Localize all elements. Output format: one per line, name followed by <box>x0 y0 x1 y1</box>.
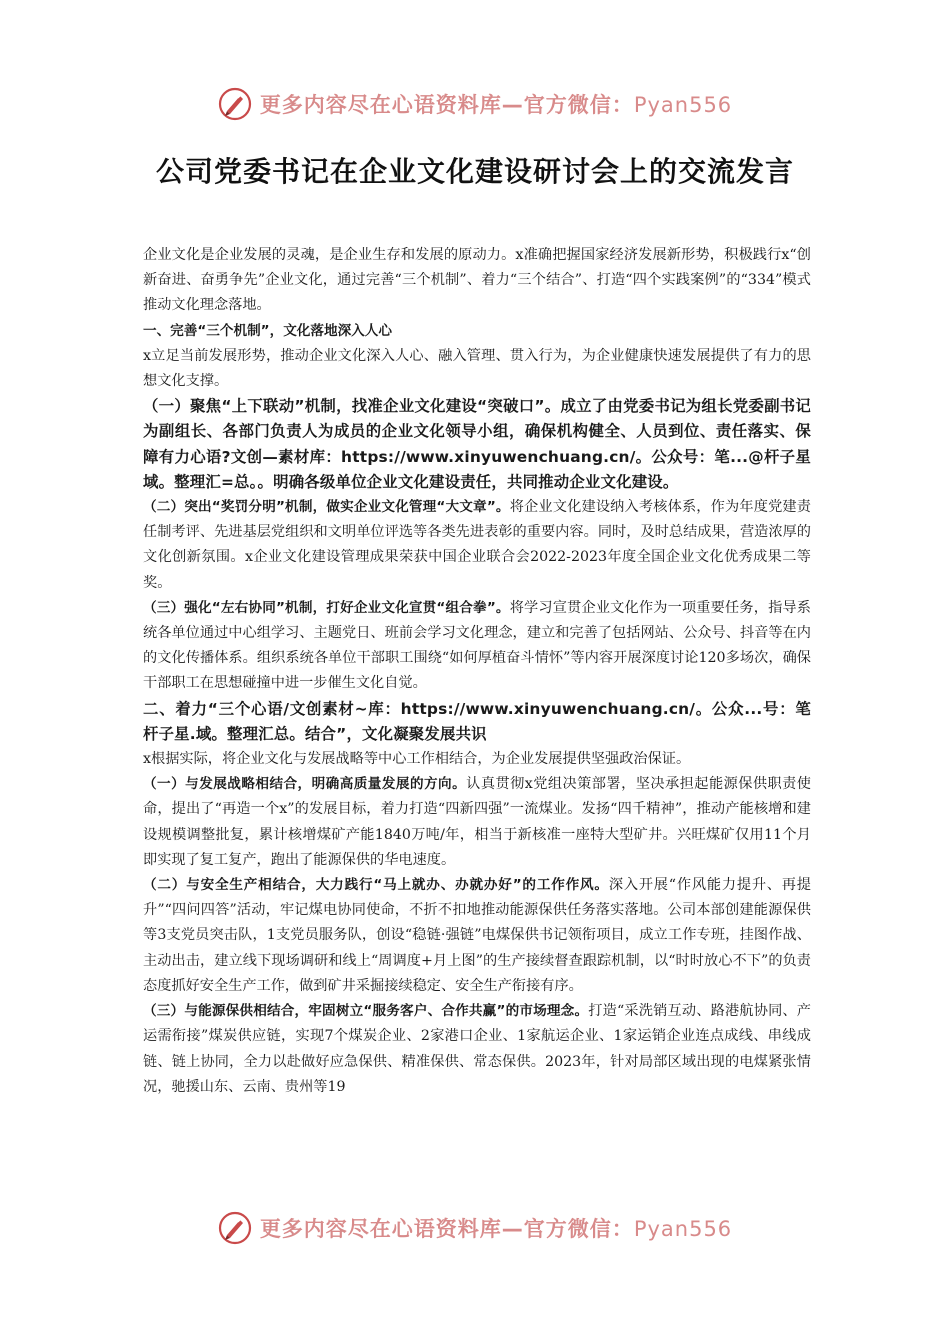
item-lead: （三）强化“左右协同”机制，打好企业文化宣贯“组合拳”。 <box>143 599 510 616</box>
watermark-header <box>0 84 950 124</box>
item-body: 将学习宣贯企业文化作为一项重要任务，指导系统各单位通过中心组学习、主题党日、班前会学习文化理念，建立和完善了包括网站、公众号、抖音等在内的文化传播体系。组织系统各单位干部职工围绕“如何厚植奋斗情怀”等内容开展深度讨论120多场次，确保干部职工在思想碰撞中进一步催生文化自觉。 <box>143 599 811 692</box>
item-body: 将企业文化建设纳入考核体系，作为年度党建责任制考评、先进基层党组织和文明单位评选等各类先进表彰的重要内容。同时，及时总结成果，营造浓厚的文化创新氛围。x企业文化建设管理成果荣获中国企业联合会2022-2023年度全国企业文化优秀成果二等奖。 <box>143 499 811 591</box>
section-heading-2: 二、着力“三个心语/文创素材~库：https://www.xinyuwenchuang.cn/。公众...号：笔杆子星.域。整理汇总。结合”，文化凝聚发展共识 <box>143 699 811 743</box>
pen-logo-icon <box>218 87 252 121</box>
section-heading-1: 一、完善“三个机制”，文化落地深入人心 <box>143 322 392 339</box>
item-lead: （一）与发展战略相结合，明确高质量发展的方向。 <box>143 776 467 793</box>
document-title: 公司党委书记在企业文化建设研讨会上的交流发言 <box>155 155 794 188</box>
item-lead: （二）突出“奖罚分明”机制，做实企业文化管理“大文章”。 <box>143 499 510 516</box>
section-2-item-3 <box>143 999 811 1100</box>
item-body: 认真贯彻x党组决策部署，坚决承担起能源保供职责使命，提出了“再造一个x”的发展目标，着力打造“四新四强”一流煤业。发扬“四千精神”，推动产能核增和建设规模调整批复，累计核增煤矿产能1840万吨/年，相当于新核准一座特大型矿井。兴旺煤矿仅用11个月即实现了复工复产，跑出了能源保供的华电速度。 <box>143 776 811 868</box>
section-2-item-2 <box>143 873 811 999</box>
section-2-intro: x根据实际，将企业文化与发展战略等中心工作相结合，为企业发展提供坚强政治保证。 <box>143 751 691 768</box>
section-1-intro: x立足当前发展形势，推动企业文化深入人心、融入管理、贯入行为，为企业健康快速发展提供了有力的思想文化支撑。 <box>143 347 811 390</box>
watermark-text: 更多内容尽在心语资料库—官方微信：Pyan556 <box>259 1217 733 1241</box>
item-body: 打造“采洗销互动、路港航协同、产运需衔接”煤炭供应链，实现7个煤炭企业、2家港口企业、1家航运企业、1家运销企业连点成线、串线成链、链上协同，全力以赴做好应急保供、精准保供、常态保供。2023年，针对局部区域出现的电煤紧张情况，驰援山东、云南、贵州等19 <box>143 1003 811 1095</box>
item-lead: （三）与能源保供相结合，牢固树立“服务客户、合作共赢”的市场理念。 <box>143 1003 589 1020</box>
intro-paragraph: 企业文化是企业发展的灵魂，是企业生存和发展的原动力。x准确把握国家经济发展新形势，积极践行x“创新奋进、奋勇争先”企业文化，通过完善“三个机制”、着力“三个结合”、打造“四个实践案例”的“334”模式推动文化理念落地。 <box>143 247 811 314</box>
pen-logo-icon <box>218 1211 252 1245</box>
item-body: 深入开展“作风能力提升、再提升”“四问四答”活动，牢记煤电协同使命，不折不扣地推动能源保供任务落实落地。公司本部创建能源保供等3支党员突击队，1支党员服务队，创设“稳链·强链”电煤保供书记领衔项目，成立工作专班，挂图作战、主动出击，建立线下现场调研和线上“周调度+月上图”的生产接续督查跟踪机制，以“时时放心不下”的负责态度抓好安全生产工作，做到矿井采掘接续稳定、安全生产衔接有序。 <box>143 877 811 994</box>
watermark-footer <box>0 1208 950 1248</box>
watermark-text: 更多内容尽在心语资料库—官方微信：Pyan556 <box>259 93 733 117</box>
document-body <box>143 243 811 1100</box>
section-1-item-1: （一）聚焦“上下联动”机制，找准企业文化建设“突破口”。成立了由党委书记为组长党委副书记为副组长、各部门负责人为成员的企业文化领导小组，确保机构健全、人员到位、责任落实、保障有力心语?文创—素材库：https://www.xinyuwenchuang.cn/。公众号：笔...@杆子星域。整理汇=总。。明确各级单位企业文化建设责任，共同推动企业文化建设。 <box>143 397 811 491</box>
item-lead: （二）与安全生产相结合，大力践行“马上就办、办就办好”的工作作风。 <box>143 877 609 894</box>
section-1-item-2 <box>143 495 811 596</box>
section-2-item-1 <box>143 772 811 873</box>
section-1-item-3 <box>143 596 811 697</box>
